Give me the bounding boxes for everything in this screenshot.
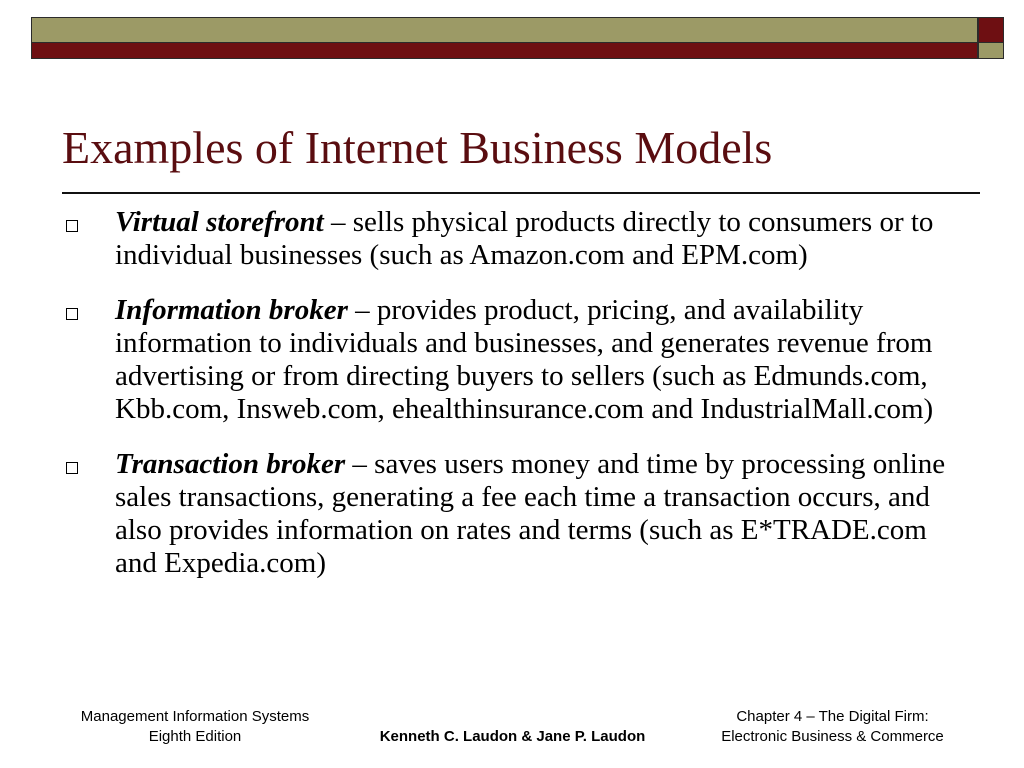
footer-book-title [55,707,335,747]
title-divider [62,192,980,194]
bullet-text: – sells physical products directly to consumers or to individual businesses (such as Amazon.com and EPM.com) [115,206,934,271]
bullet-item-virtual-storefront [62,206,962,272]
footer-authors: Kenneth C. Laudon & Jane P. Laudon [379,728,646,745]
bullet-text: – saves users money and time by processing online sales transactions, generating a fee each time a transaction occurs, and also provides information on rates and terms (such as E*TRADE.com and Expedia.com) [115,448,946,579]
square-bullet-icon [66,462,78,474]
bullet-text: – provides product, pricing, and availability information to individuals and businesses, and generates revenue from advertising or from directing buyers to sellers (such as Edmunds.com, Kbb.com, Insweb.com, ehealthinsurance.com and IndustrialMall.com) [115,294,934,425]
bullet-item-information-broker [62,294,962,426]
footer-chapter-number: Chapter 4 – The Digital Firm: [736,708,929,725]
header-square-olive [978,43,1004,59]
header-bar-red [31,43,978,59]
header-square-red [978,17,1004,43]
footer-book-name: Management Information Systems [80,708,310,725]
square-bullet-icon [66,220,78,232]
header-bar-olive [31,17,978,43]
slide-title: Examples of Internet Business Models [62,122,773,173]
bullet-list [62,206,962,580]
bullet-term: Virtual storefront [115,206,324,238]
footer-chapter-subtitle: Electronic Business & Commerce [721,728,944,745]
footer-chapter [690,707,975,747]
bullet-term: Transaction broker [115,448,346,480]
bullet-term: Information broker [115,294,348,326]
footer-edition: Eighth Edition [148,728,242,745]
square-bullet-icon [66,308,78,320]
bullet-item-transaction-broker [62,448,962,580]
